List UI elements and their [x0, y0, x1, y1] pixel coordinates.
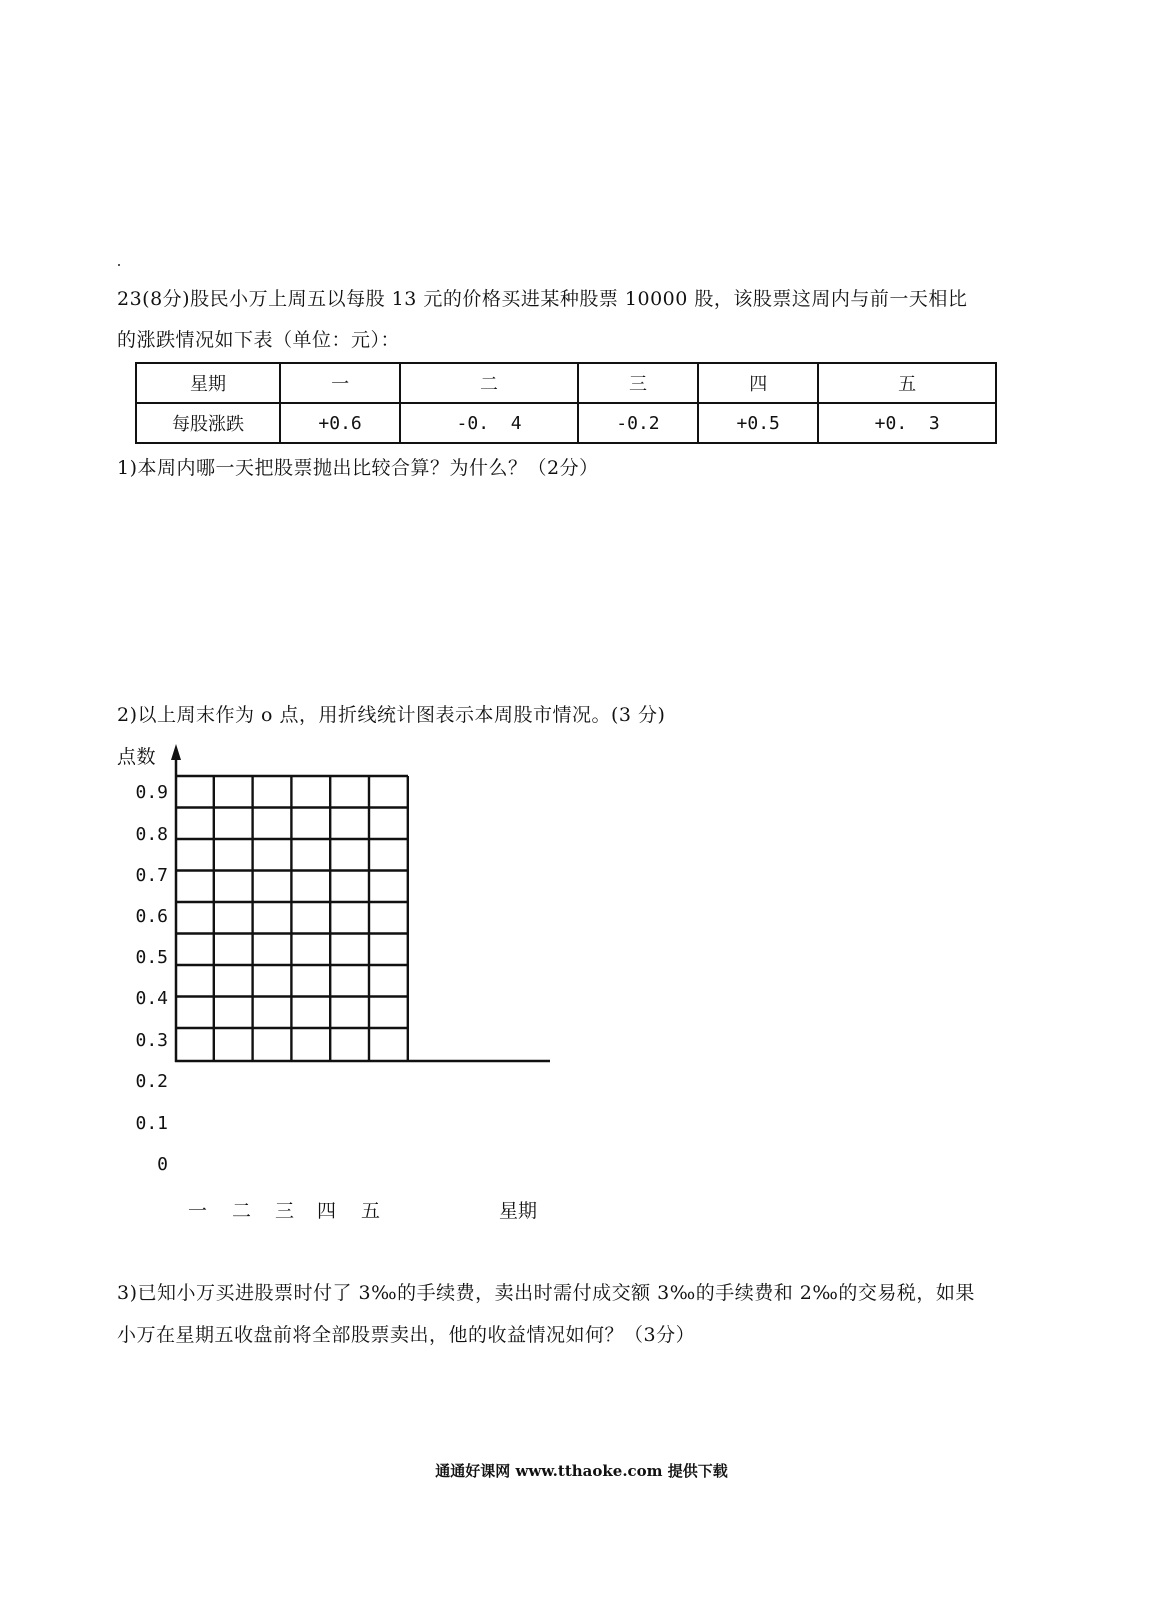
y-tick-label: 0.9 [135, 782, 168, 803]
chart-x-axis-label: 星期 [499, 1200, 538, 1222]
y-tick-label: 0.6 [135, 906, 168, 927]
y-tick-label: 0.3 [135, 1030, 168, 1051]
table-cell: +0.6 [280, 403, 400, 443]
table-cell: 二 [400, 363, 578, 403]
sub-question-3-line-1: 3)已知小万买进股票时付了 3‰的手续费，卖出时需付成交额 3‰的手续费和 2‰的交易税，如果 [117, 1282, 975, 1304]
question-line-1: 23(8分)股民小万上周五以每股 13 元的价格买进某种股票 10000 股，该股票这周内与前一天相比 [117, 288, 968, 310]
chart-y-axis-label: 点数 [117, 746, 157, 768]
y-tick-label: 0.4 [135, 988, 168, 1009]
sub-question-1: 1)本周内哪一天把股票抛出比较合算？为什么？（2分） [117, 457, 599, 479]
table-cell: -0. 4 [400, 403, 578, 443]
x-tick-label: 五 [361, 1200, 381, 1222]
x-tick-label: 四 [317, 1200, 337, 1222]
x-tick-label: 三 [275, 1200, 295, 1222]
sub-question-3-line-2: 小万在星期五收盘前将全部股票卖出，他的收益情况如何？（3分） [117, 1324, 696, 1346]
table-cell: 星期 [136, 363, 280, 403]
table-cell: 三 [578, 363, 698, 403]
table-cell: 四 [698, 363, 818, 403]
question-line-2: 的涨跌情况如下表（单位：元）： [117, 329, 401, 351]
y-tick-label: 0 [157, 1154, 168, 1175]
x-tick-label: 二 [232, 1200, 252, 1222]
chart-grid [171, 744, 550, 1062]
y-tick-label: 0.2 [135, 1071, 168, 1092]
table-cell: -0.2 [578, 403, 698, 443]
table-cell: 一 [280, 363, 400, 403]
sub-question-2: 2)以上周末作为 o 点，用折线统计图表示本周股市情况。(3 分) [117, 704, 666, 726]
y-tick-label: 0.8 [135, 824, 168, 845]
table-cell: 每股涨跌 [136, 403, 280, 443]
table-cell: +0.5 [698, 403, 818, 443]
footer-source: 通通好课网 www.tthaoke.com 提供下载 [435, 1462, 728, 1480]
y-tick-label: 0.1 [135, 1113, 168, 1134]
y-tick-label: 0.5 [135, 947, 168, 968]
table-cell: 五 [818, 363, 996, 403]
y-tick-label: 0.7 [135, 865, 168, 886]
x-tick-label: 一 [188, 1200, 208, 1222]
table-cell: +0. 3 [818, 403, 996, 443]
y-axis-arrow-icon [171, 744, 181, 760]
